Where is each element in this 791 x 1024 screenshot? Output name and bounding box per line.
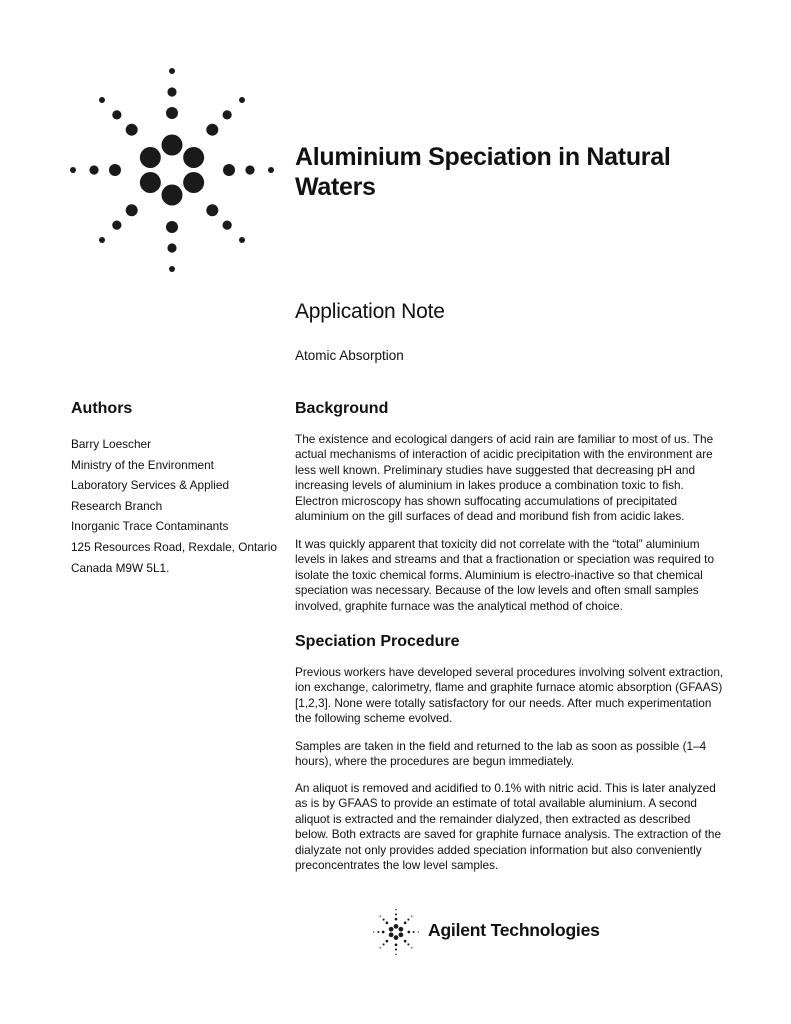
- logo-dot: [380, 916, 381, 917]
- logo-dot: [411, 916, 412, 917]
- logo-dot: [377, 931, 379, 933]
- logo-dot: [166, 107, 178, 119]
- logo-dot: [109, 164, 121, 176]
- logo-dot: [89, 165, 98, 174]
- logo-dot: [166, 221, 178, 233]
- logo-dot: [223, 221, 232, 230]
- logo-dot: [404, 922, 407, 925]
- logo-dot: [395, 954, 396, 955]
- logo-dot: [411, 947, 412, 948]
- logo-dot: [407, 919, 409, 921]
- logo-dot: [386, 922, 389, 925]
- logo-dot: [169, 68, 175, 74]
- logo-dot: [399, 927, 404, 932]
- logo-dot: [383, 919, 385, 921]
- document-category: Atomic Absorption: [295, 348, 404, 363]
- logo-dot: [382, 931, 385, 934]
- speciation-paragraph: Previous workers have developed several procedures involving solvent extraction, ion exchange, calorimetry, flame and graphite furnace atomic absorption (GFAAS) [1,2,3]. None were totally satisfactory for our needs. After much experimentation the following scheme evolved.: [295, 665, 724, 726]
- logo-dot: [112, 110, 121, 119]
- logo-dot: [169, 266, 175, 272]
- background-paragraph: The existence and ecological dangers of acid rain are familiar to most of us. The actual mechanisms of interaction of acidic precipitation with the environment are less well known. Preliminary studies have suggested that decreasing pH and increasing levels of aluminium in lakes produce a combination toxic to fish. Electron microscopy has shown suffocating accumulations of precipitated aluminium on the gill surfaces of dead and moribund fish from acidic lakes.: [295, 432, 714, 524]
- logo-dot: [126, 204, 138, 216]
- logo-dot: [239, 237, 245, 243]
- author-line: Canada M9W 5L1.: [71, 560, 170, 575]
- logo-dot: [112, 221, 121, 230]
- logo-dot: [395, 918, 398, 921]
- logo-dot: [394, 935, 399, 940]
- logo-dot: [395, 909, 396, 910]
- logo-dot: [206, 204, 218, 216]
- logo-dot: [395, 913, 397, 915]
- logo-dot: [223, 110, 232, 119]
- author-line: Ministry of the Environment: [71, 457, 214, 472]
- background-heading: Background: [295, 400, 389, 417]
- logo-dot: [140, 147, 161, 168]
- logo-dot: [70, 167, 76, 173]
- logo-dot: [183, 172, 204, 193]
- logo-dot: [373, 931, 374, 932]
- background-paragraph: It was quickly apparent that toxicity did not correlate with the “total” aluminium levels in lakes and streams and that a fractionation or speciation was required to isolate the toxic chemical forms. Aluminium is electro-inactive so that chemical speciation was necessary. Because of the low levels and often small samples involved, graphite furnace was the analytical method of choice.: [295, 537, 715, 613]
- logo-dot: [383, 943, 385, 945]
- logo-dot: [140, 172, 161, 193]
- author-line: Research Branch: [71, 498, 163, 513]
- author-line: Inorganic Trace Contaminants: [71, 519, 229, 534]
- logo-dot: [162, 135, 183, 156]
- logo-dot: [408, 931, 411, 934]
- author-line: Barry Loescher: [71, 437, 151, 451]
- logo-dot: [386, 940, 389, 943]
- logo-dot: [399, 932, 404, 937]
- logo-dot: [389, 932, 394, 937]
- logo-dot: [162, 185, 183, 206]
- logo-dot: [126, 124, 138, 136]
- speciation-paragraph: Samples are taken in the field and returned to the lab as soon as possible (1–4 hours), where the procedures are begun immediately.: [295, 739, 707, 769]
- author-line: 125 Resources Road, Rexdale, Ontario: [71, 539, 277, 554]
- document-title: Aluminium Speciation in Natural Waters: [295, 143, 671, 201]
- authors-list: [71, 434, 281, 578]
- speciation-procedure-heading: Speciation Procedure: [295, 633, 460, 650]
- logo-dot: [395, 949, 397, 951]
- authors-heading: Authors: [71, 400, 133, 417]
- logo-dot: [99, 237, 105, 243]
- logo-dot: [418, 931, 419, 932]
- logo-dot: [167, 243, 176, 252]
- logo-dot: [206, 124, 218, 136]
- logo-dot: [268, 167, 274, 173]
- logo-dot: [380, 947, 381, 948]
- logo-dot: [407, 943, 409, 945]
- logo-dot: [395, 944, 398, 947]
- logo-dot: [404, 940, 407, 943]
- agilent-spark-logo-icon: [70, 68, 274, 272]
- logo-dot: [245, 165, 254, 174]
- logo-dot: [183, 147, 204, 168]
- agilent-spark-footer-icon: [373, 909, 419, 955]
- logo-dot: [167, 87, 176, 96]
- logo-dot: [239, 97, 245, 103]
- logo-dot: [413, 931, 415, 933]
- logo-dot: [223, 164, 235, 176]
- logo-dot: [394, 924, 399, 929]
- document-type: Application Note: [295, 300, 445, 323]
- logo-dot: [389, 927, 394, 932]
- speciation-paragraph: An aliquot is removed and acidified to 0.1% with nitric acid. This is later analyzed as is by GFAAS to provide an estimate of total available aluminium. A second aliquot is extracted and the remainder dialyzed, then extracted as described below. Both extracts are saved for graphite furnace analysis. The extraction of the dialyzate not only provides added speciation information but also conveniently preconcentrates the low level samples.: [295, 781, 722, 873]
- brand-name: Agilent Technologies: [428, 920, 600, 940]
- logo-dot: [99, 97, 105, 103]
- author-line: Laboratory Services & Applied: [71, 478, 230, 493]
